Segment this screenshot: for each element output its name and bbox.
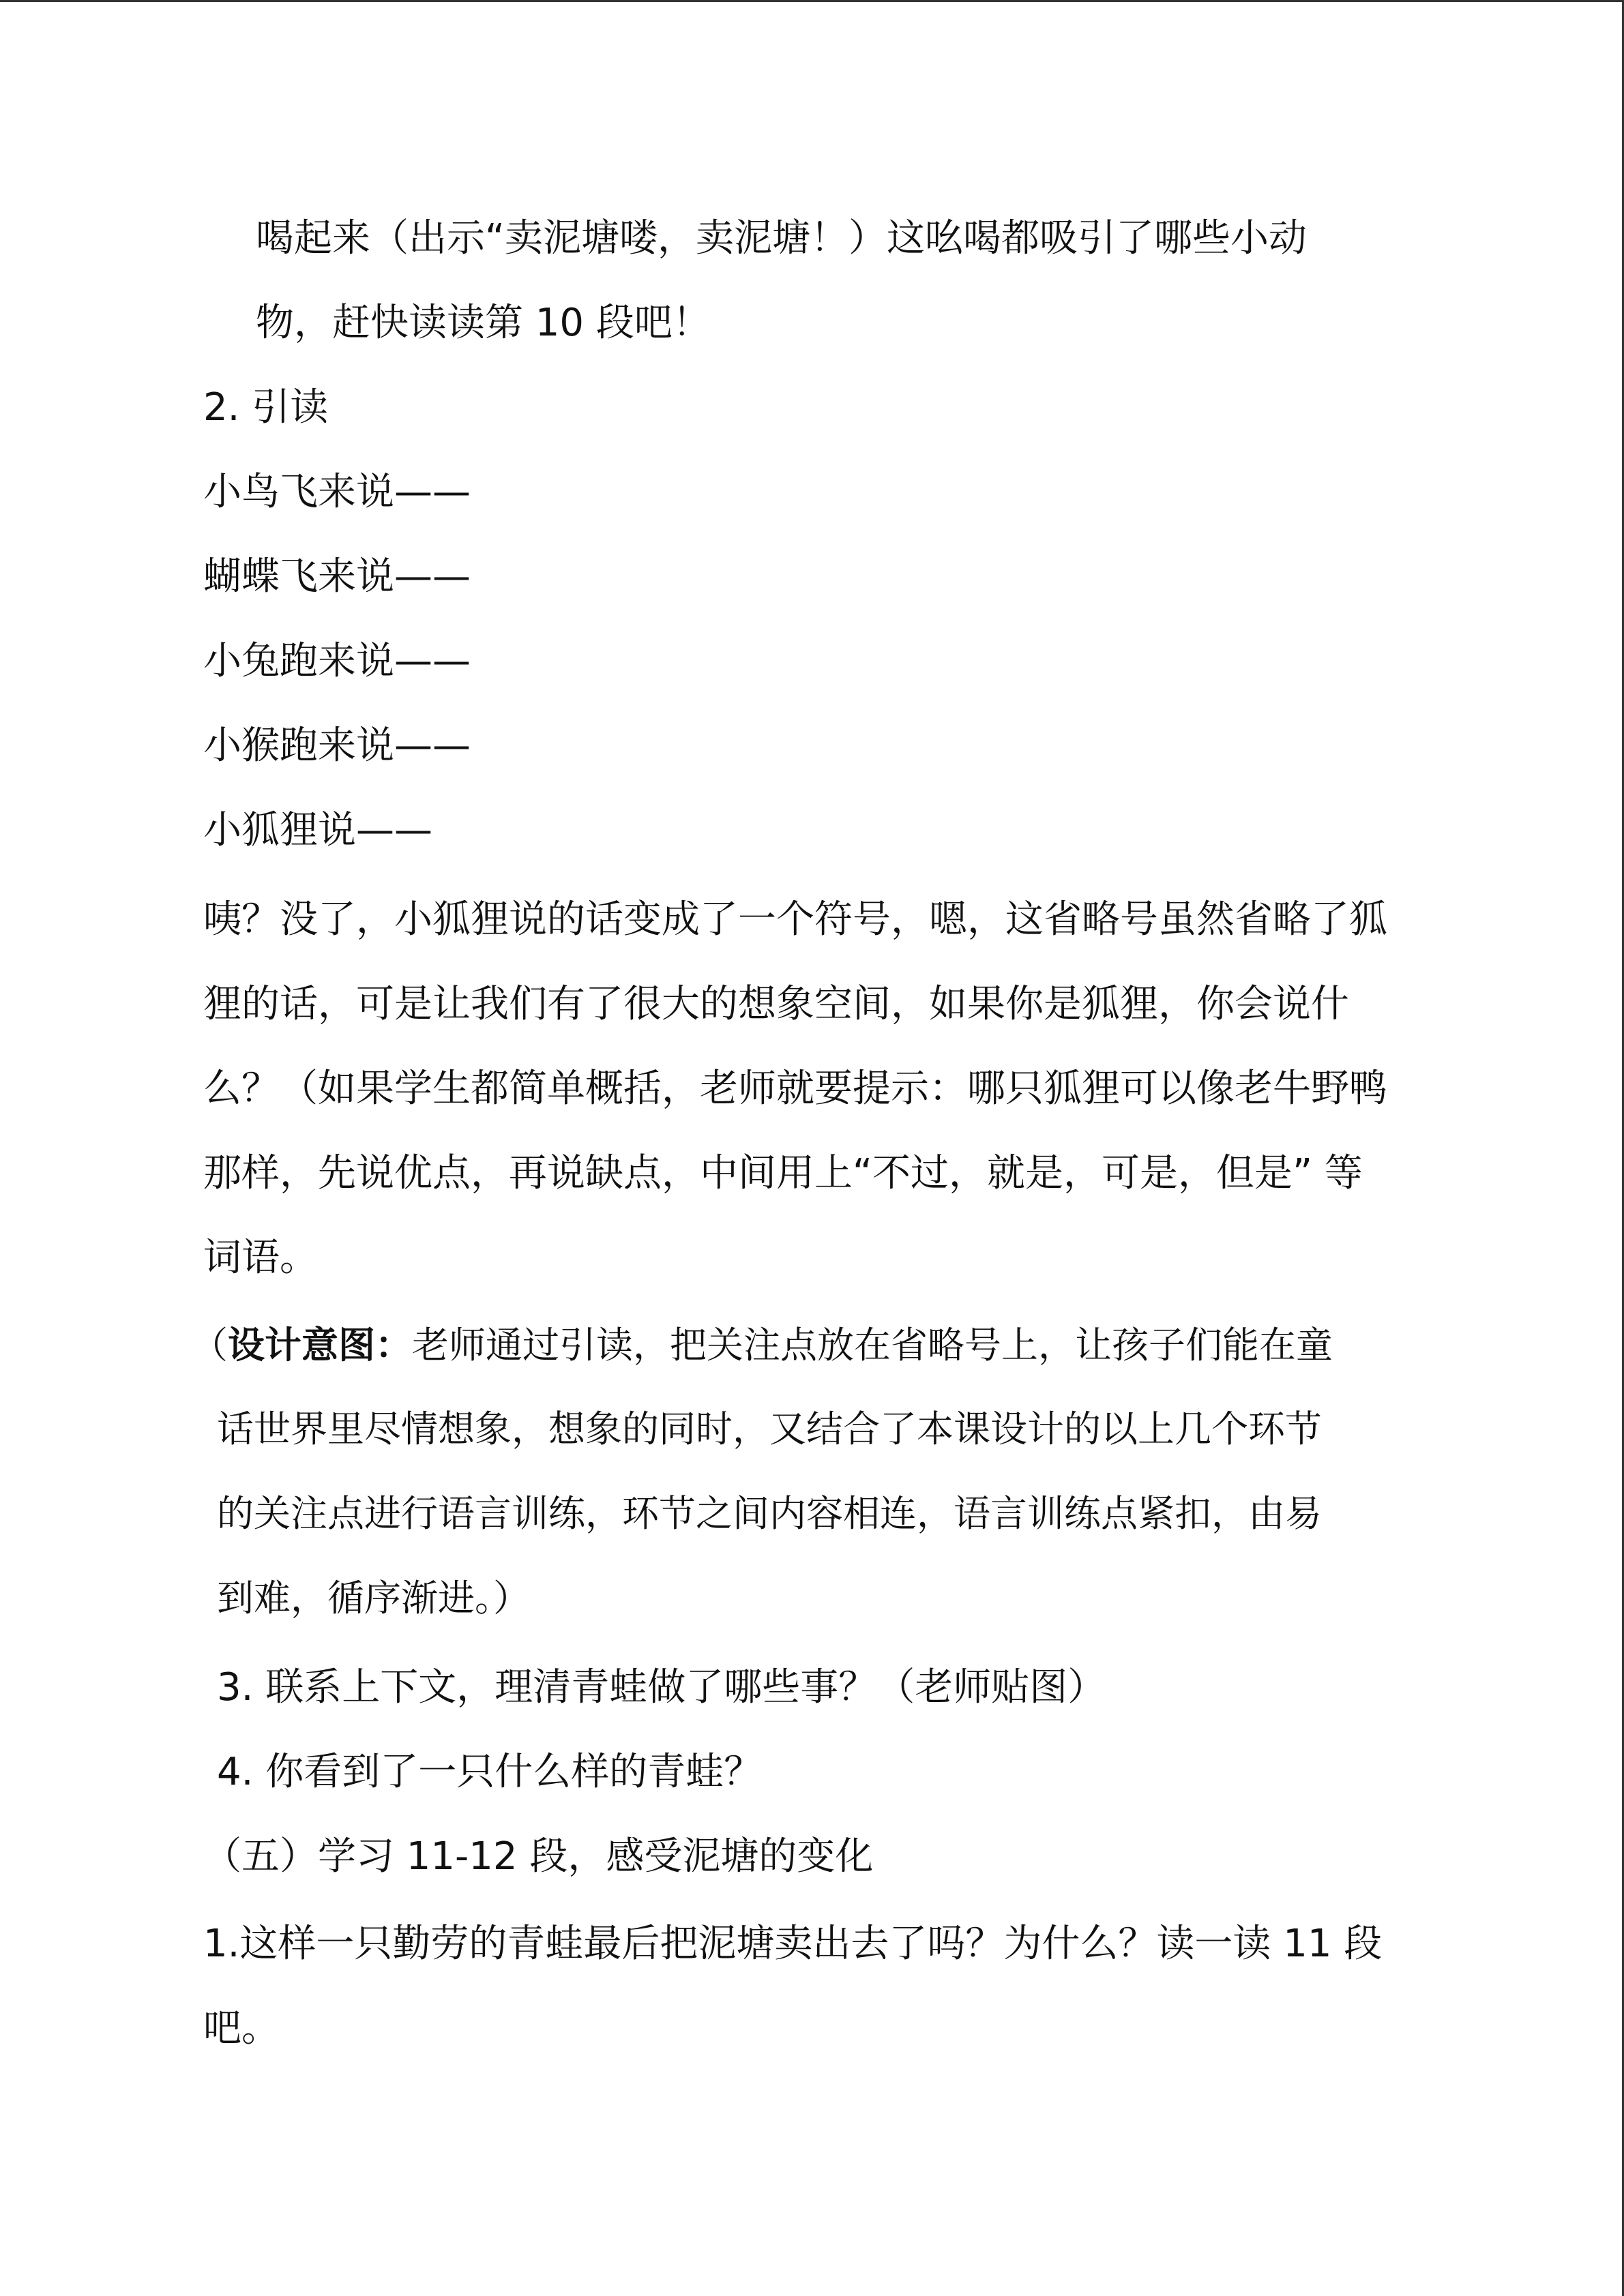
design-intent-line-4: 到难，循序渐进。） (217, 1577, 530, 1620)
text-line-2: 物，赶快读读第 10 段吧！ (256, 301, 711, 345)
text-line-fox: 小狐狸说—— (203, 808, 432, 852)
item-1-question-end: 吧。 (203, 2006, 280, 2051)
text-line-paragraph-5: 词语。 (203, 1236, 318, 1280)
page-top-border (0, 0, 1624, 2)
text-line-rabbit: 小兔跑来说—— (203, 639, 471, 683)
text-line-paragraph-3: 么？（如果学生都简单概括，老师就要提示：哪只狐狸可以像老牛野鸭 (203, 1067, 1387, 1111)
item-4-frog: 4. 你看到了一只什么样的青蛙？ (217, 1750, 763, 1794)
section-five-heading: （五）学习 11-12 段，感受泥塘的变化 (203, 1834, 874, 1879)
text-line-bird: 小鸟飞来说—— (203, 470, 471, 514)
section-heading-guided-reading: 2. 引读 (203, 385, 329, 430)
item-3-context: 3. 联系上下文，理清青蛙做了哪些事？（老师贴图） (217, 1665, 1106, 1710)
text-line-paragraph-4: 那样，先说优点，再说缺点，中间用上“不过，就是，可是，但是” 等 (203, 1151, 1363, 1195)
design-intent-line-1 (191, 1320, 1333, 1369)
item-1-question: 1.这样一只勤劳的青蛙最后把泥塘卖出去了吗？为什么？读一读 11 段 (203, 1922, 1383, 1966)
text-line-monkey: 小猴跑来说—— (203, 724, 471, 768)
design-intent-open-paren: （ (191, 1324, 228, 1367)
design-intent-label: 设计意图： (228, 1323, 412, 1367)
design-intent-text-1: 老师通过引读，把关注点放在省略号上，让孩子们能在童 (412, 1324, 1333, 1367)
text-line-butterfly: 蝴蝶飞来说—— (203, 554, 471, 599)
text-line-1: 喝起来（出示“卖泥塘喽，卖泥塘！）这吆喝都吸引了哪些小动 (256, 216, 1308, 260)
text-line-paragraph-1: 咦？没了，小狐狸说的话变成了一个符号，嗯，这省略号虽然省略了狐 (203, 897, 1387, 942)
design-intent-line-3: 的关注点进行语言训练，环节之间内容相连，语言训练点紧扣，由易 (217, 1492, 1322, 1535)
design-intent-line-2: 话世界里尽情想象，想象的同时，又结合了本课设计的以上几个环节 (217, 1407, 1322, 1450)
text-line-paragraph-2: 狸的话，可是让我们有了很大的想象空间，如果你是狐狸，你会说什 (203, 982, 1349, 1026)
